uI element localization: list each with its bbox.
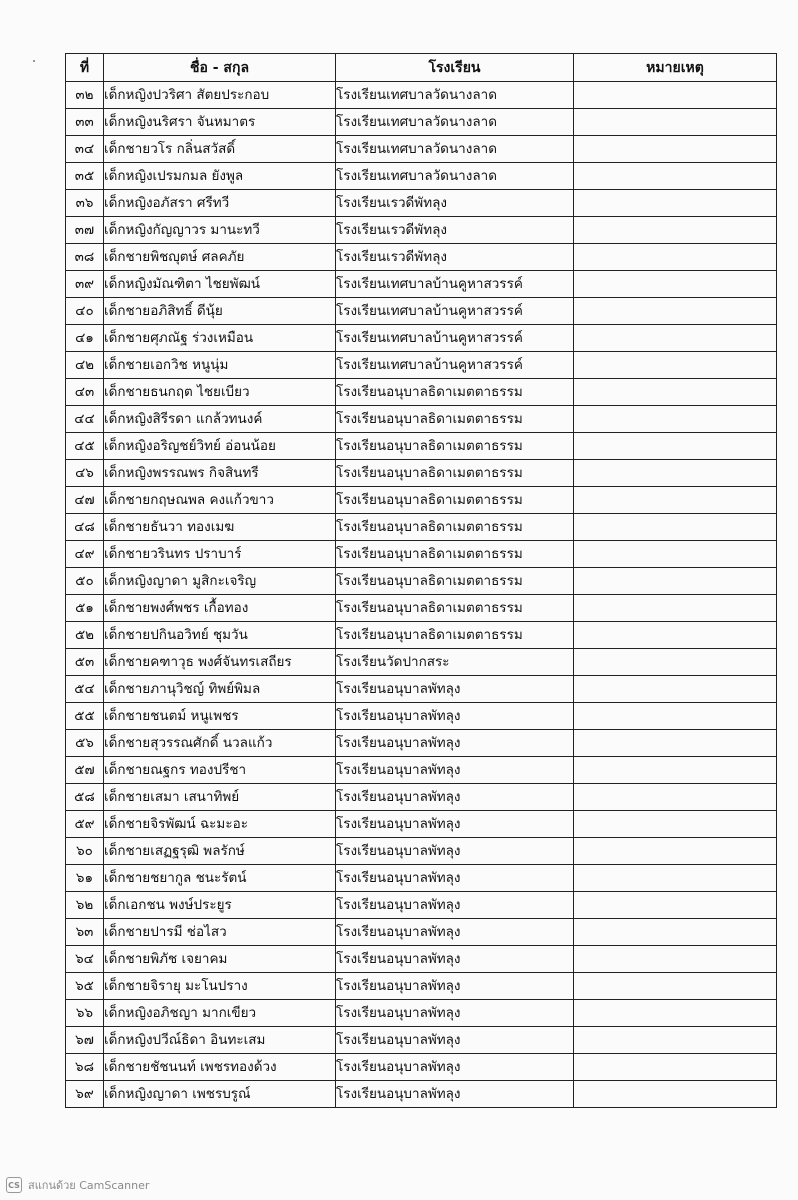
no-cell: ๕๒ [66, 622, 104, 649]
school-cell: โรงเรียนอนุบาลธิดาเมตตาธรรม [336, 514, 574, 541]
name-cell: เด็กชายปกินอวิทย์ ชุมวัน [104, 622, 336, 649]
no-cell: ๔๑ [66, 325, 104, 352]
school-cell: โรงเรียนอนุบาลพัทลุง [336, 784, 574, 811]
no-cell: ๔๗ [66, 487, 104, 514]
name-cell: เด็กหญิงกัญญาวร มานะทวี [104, 217, 336, 244]
note-cell [574, 406, 777, 433]
school-cell: โรงเรียนอนุบาลพัทลุง [336, 1027, 574, 1054]
name-cell: เด็กหญิงอภัสรา ศรีทวี [104, 190, 336, 217]
school-cell: โรงเรียนอนุบาลพัทลุง [336, 703, 574, 730]
name-cell: เด็กหญิงปวีณ์ธิดา อินทะเสม [104, 1027, 336, 1054]
name-cell: เด็กหญิงอริญชย์วิทย์ อ่อนน้อย [104, 433, 336, 460]
note-cell [574, 1054, 777, 1081]
school-cell: โรงเรียนอนุบาลธิดาเมตตาธรรม [336, 568, 574, 595]
school-cell: โรงเรียนเทศบาลบ้านคูหาสวรรค์ [336, 298, 574, 325]
school-cell: โรงเรียนอนุบาลพัทลุง [336, 676, 574, 703]
scanner-text: สแกนด้วย CamScanner [28, 1179, 150, 1192]
no-cell: ๔๒ [66, 352, 104, 379]
camscanner-logo-icon: CS [6, 1177, 22, 1193]
school-cell: โรงเรียนอนุบาลพัทลุง [336, 1081, 574, 1108]
school-cell: โรงเรียนเทศบาลวัดนางลาด [336, 163, 574, 190]
note-cell [574, 298, 777, 325]
note-cell [574, 730, 777, 757]
note-cell [574, 676, 777, 703]
school-cell: โรงเรียนเทศบาลวัดนางลาด [336, 82, 574, 109]
school-cell: โรงเรียนเรวดีพัทลุง [336, 190, 574, 217]
name-cell: เด็กหญิงอภิชญา มากเขียว [104, 1000, 336, 1027]
table-row [66, 919, 777, 946]
name-cell: เด็กชายวรินทร ปราบาร์ [104, 541, 336, 568]
name-cell: เด็กชายชนตม์ หนูเพชร [104, 703, 336, 730]
table-row [66, 109, 777, 136]
note-cell [574, 352, 777, 379]
school-cell: โรงเรียนอนุบาลพัทลุง [336, 757, 574, 784]
school-cell: โรงเรียนอนุบาลพัทลุง [336, 1000, 574, 1027]
name-cell: เด็กชายคฑาวุธ พงศ์จันทรเสถียร [104, 649, 336, 676]
name-cell: เด็กชายธนกฤต ไชยเบียว [104, 379, 336, 406]
table-row [66, 433, 777, 460]
table-row [66, 1000, 777, 1027]
no-cell: ๕๗ [66, 757, 104, 784]
note-cell [574, 1000, 777, 1027]
no-cell: ๓๔ [66, 136, 104, 163]
name-cell: เด็กหญิงปวริศา สัตยประกอบ [104, 82, 336, 109]
no-cell: ๔๓ [66, 379, 104, 406]
school-cell: โรงเรียนอนุบาลพัทลุง [336, 919, 574, 946]
note-cell [574, 325, 777, 352]
name-cell: เด็กหญิงญาดา มูสิกะเจริญ [104, 568, 336, 595]
no-cell: ๓๓ [66, 109, 104, 136]
no-cell: ๓๕ [66, 163, 104, 190]
note-cell [574, 460, 777, 487]
note-cell [574, 379, 777, 406]
table-row [66, 649, 777, 676]
name-cell: เด็กหญิงมัณฑิตา ไชยพัฒน์ [104, 271, 336, 298]
table-row [66, 82, 777, 109]
name-cell: เด็กชายเสฏฐรุฒิ พลรักษ์ [104, 838, 336, 865]
table-row [66, 487, 777, 514]
no-cell: ๖๐ [66, 838, 104, 865]
school-cell: โรงเรียนอนุบาลธิดาเมตตาธรรม [336, 433, 574, 460]
header-note: หมายเหตุ [574, 54, 777, 82]
name-cell: เด็กชายเสมา เสนาทิพย์ [104, 784, 336, 811]
name-cell: เด็กหญิงสิรีรดา แกล้วทนงค์ [104, 406, 336, 433]
name-cell: เด็กชายปารมี ช่อไสว [104, 919, 336, 946]
no-cell: ๖๗ [66, 1027, 104, 1054]
table-row [66, 568, 777, 595]
note-cell [574, 271, 777, 298]
no-cell: ๖๔ [66, 946, 104, 973]
scanner-watermark [6, 1176, 149, 1194]
note-cell [574, 892, 777, 919]
name-cell: เด็กชายกฤษณพล คงแก้วขาว [104, 487, 336, 514]
school-cell: โรงเรียนอนุบาลธิดาเมตตาธรรม [336, 622, 574, 649]
name-cell: เด็กหญิงญาดา เพชรบรูณ์ [104, 1081, 336, 1108]
table-row [66, 298, 777, 325]
header-no: ที่ [66, 54, 104, 82]
note-cell [574, 487, 777, 514]
no-cell: ๓๒ [66, 82, 104, 109]
note-cell [574, 541, 777, 568]
name-cell: เด็กชายวโร กลิ่นสวัสดิ์ [104, 136, 336, 163]
note-cell [574, 784, 777, 811]
school-cell: โรงเรียนอนุบาลธิดาเมตตาธรรม [336, 595, 574, 622]
note-cell [574, 595, 777, 622]
table-row [66, 514, 777, 541]
name-cell: เด็กชายพงศ์พชร เกื้อทอง [104, 595, 336, 622]
school-cell: โรงเรียนเรวดีพัทลุง [336, 244, 574, 271]
no-cell: ๖๙ [66, 1081, 104, 1108]
note-cell [574, 136, 777, 163]
note-cell [574, 1081, 777, 1108]
no-cell: ๕๙ [66, 811, 104, 838]
no-cell: ๖๓ [66, 919, 104, 946]
table-row [66, 865, 777, 892]
table-row [66, 271, 777, 298]
table-row [66, 703, 777, 730]
header-school: โรงเรียน [336, 54, 574, 82]
no-cell: ๖๕ [66, 973, 104, 1000]
school-cell: โรงเรียนเทศบาลวัดนางลาด [336, 109, 574, 136]
table-row [66, 1081, 777, 1108]
note-cell [574, 973, 777, 1000]
school-cell: โรงเรียนอนุบาลพัทลุง [336, 946, 574, 973]
note-cell [574, 649, 777, 676]
school-cell: โรงเรียนอนุบาลธิดาเมตตาธรรม [336, 460, 574, 487]
table-body [66, 82, 777, 1108]
name-cell: เด็กชายอภิสิทธิ์ ดีนุ้ย [104, 298, 336, 325]
note-cell [574, 919, 777, 946]
table-row [66, 730, 777, 757]
no-cell: ๓๙ [66, 271, 104, 298]
name-cell: เด็กชายสุวรรณศักดิ์ นวลแก้ว [104, 730, 336, 757]
school-cell: โรงเรียนอนุบาลธิดาเมตตาธรรม [336, 379, 574, 406]
school-cell: โรงเรียนอนุบาลธิดาเมตตาธรรม [336, 406, 574, 433]
note-cell [574, 703, 777, 730]
note-cell [574, 865, 777, 892]
no-cell: ๕๕ [66, 703, 104, 730]
name-cell: เด็กชายพิภัช เจยาคม [104, 946, 336, 973]
note-cell [574, 622, 777, 649]
no-cell: ๖๖ [66, 1000, 104, 1027]
no-cell: ๔๖ [66, 460, 104, 487]
school-cell: โรงเรียนอนุบาลพัทลุง [336, 811, 574, 838]
table-row [66, 811, 777, 838]
name-cell: เด็กชายศุภณัฐ ร่วงเหมือน [104, 325, 336, 352]
name-cell: เด็กชายชยากูล ชนะรัตน์ [104, 865, 336, 892]
school-cell: โรงเรียนเรวดีพัทลุง [336, 217, 574, 244]
school-cell: โรงเรียนอนุบาลพัทลุง [336, 730, 574, 757]
school-cell: โรงเรียนเทศบาลบ้านคูหาสวรรค์ [336, 271, 574, 298]
no-cell: ๔๘ [66, 514, 104, 541]
name-cell: เด็กหญิงพรรณพร กิจสินทรี [104, 460, 336, 487]
no-cell: ๔๔ [66, 406, 104, 433]
no-cell: ๖๑ [66, 865, 104, 892]
no-cell: ๔๐ [66, 298, 104, 325]
school-cell: โรงเรียนเทศบาลวัดนางลาด [336, 136, 574, 163]
no-cell: ๔๕ [66, 433, 104, 460]
note-cell [574, 109, 777, 136]
school-cell: โรงเรียนอนุบาลพัทลุง [336, 892, 574, 919]
note-cell [574, 1027, 777, 1054]
table-row [66, 838, 777, 865]
table-row [66, 595, 777, 622]
no-cell: ๖๒ [66, 892, 104, 919]
scan-speck [33, 60, 35, 62]
table-header-row [66, 54, 777, 82]
no-cell: ๕๐ [66, 568, 104, 595]
table-row [66, 163, 777, 190]
note-cell [574, 568, 777, 595]
no-cell: ๕๖ [66, 730, 104, 757]
table-row [66, 352, 777, 379]
table-row [66, 541, 777, 568]
school-cell: โรงเรียนอนุบาลธิดาเมตตาธรรม [336, 487, 574, 514]
school-cell: โรงเรียนเทศบาลบ้านคูหาสวรรค์ [336, 352, 574, 379]
table-row [66, 379, 777, 406]
no-cell: ๔๙ [66, 541, 104, 568]
school-cell: โรงเรียนอนุบาลธิดาเมตตาธรรม [336, 541, 574, 568]
school-cell: โรงเรียนอนุบาลพัทลุง [336, 973, 574, 1000]
no-cell: ๕๓ [66, 649, 104, 676]
no-cell: ๓๖ [66, 190, 104, 217]
note-cell [574, 514, 777, 541]
no-cell: ๓๗ [66, 217, 104, 244]
table-row [66, 973, 777, 1000]
table-row [66, 217, 777, 244]
name-cell: เด็กเอกชน พงษ์ประยูร [104, 892, 336, 919]
table-row [66, 946, 777, 973]
school-cell: โรงเรียนอนุบาลพัทลุง [336, 838, 574, 865]
no-cell: ๕๘ [66, 784, 104, 811]
table-row [66, 757, 777, 784]
table-row [66, 1027, 777, 1054]
note-cell [574, 217, 777, 244]
school-cell: โรงเรียนเทศบาลบ้านคูหาสวรรค์ [336, 325, 574, 352]
school-cell: โรงเรียนอนุบาลพัทลุง [336, 1054, 574, 1081]
no-cell: ๕๔ [66, 676, 104, 703]
name-cell: เด็กชายชัชนนท์ เพชรทองด้วง [104, 1054, 336, 1081]
note-cell [574, 838, 777, 865]
note-cell [574, 811, 777, 838]
table-row [66, 892, 777, 919]
table-row [66, 676, 777, 703]
note-cell [574, 946, 777, 973]
table-row [66, 190, 777, 217]
note-cell [574, 82, 777, 109]
table-row [66, 244, 777, 271]
name-cell: เด็กชายเอกวิช หนูนุ่ม [104, 352, 336, 379]
note-cell [574, 757, 777, 784]
table-row [66, 1054, 777, 1081]
note-cell [574, 244, 777, 271]
note-cell [574, 163, 777, 190]
table-row [66, 460, 777, 487]
student-roster-table [65, 53, 777, 1108]
name-cell: เด็กชายจิรพัฒน์ ฉะมะอะ [104, 811, 336, 838]
table-row [66, 136, 777, 163]
table-row [66, 784, 777, 811]
table-row [66, 325, 777, 352]
note-cell [574, 433, 777, 460]
name-cell: เด็กหญิงนริศรา จันหมาตร [104, 109, 336, 136]
name-cell: เด็กชายณฐกร ทองปรีชา [104, 757, 336, 784]
no-cell: ๓๘ [66, 244, 104, 271]
note-cell [574, 190, 777, 217]
name-cell: เด็กหญิงเปรมกมล ยังพูล [104, 163, 336, 190]
name-cell: เด็กชายภานุวิชญ์ ทิพย์พิมล [104, 676, 336, 703]
table-row [66, 622, 777, 649]
name-cell: เด็กชายพิชญุตษ์ ศลคภัย [104, 244, 336, 271]
school-cell: โรงเรียนวัดปากสระ [336, 649, 574, 676]
name-cell: เด็กชายธันวา ทองเมฆ [104, 514, 336, 541]
table-row [66, 406, 777, 433]
no-cell: ๕๑ [66, 595, 104, 622]
no-cell: ๖๘ [66, 1054, 104, 1081]
school-cell: โรงเรียนอนุบาลพัทลุง [336, 865, 574, 892]
name-cell: เด็กชายจิรายุ มะโนปราง [104, 973, 336, 1000]
header-name: ชื่อ - สกุล [104, 54, 336, 82]
